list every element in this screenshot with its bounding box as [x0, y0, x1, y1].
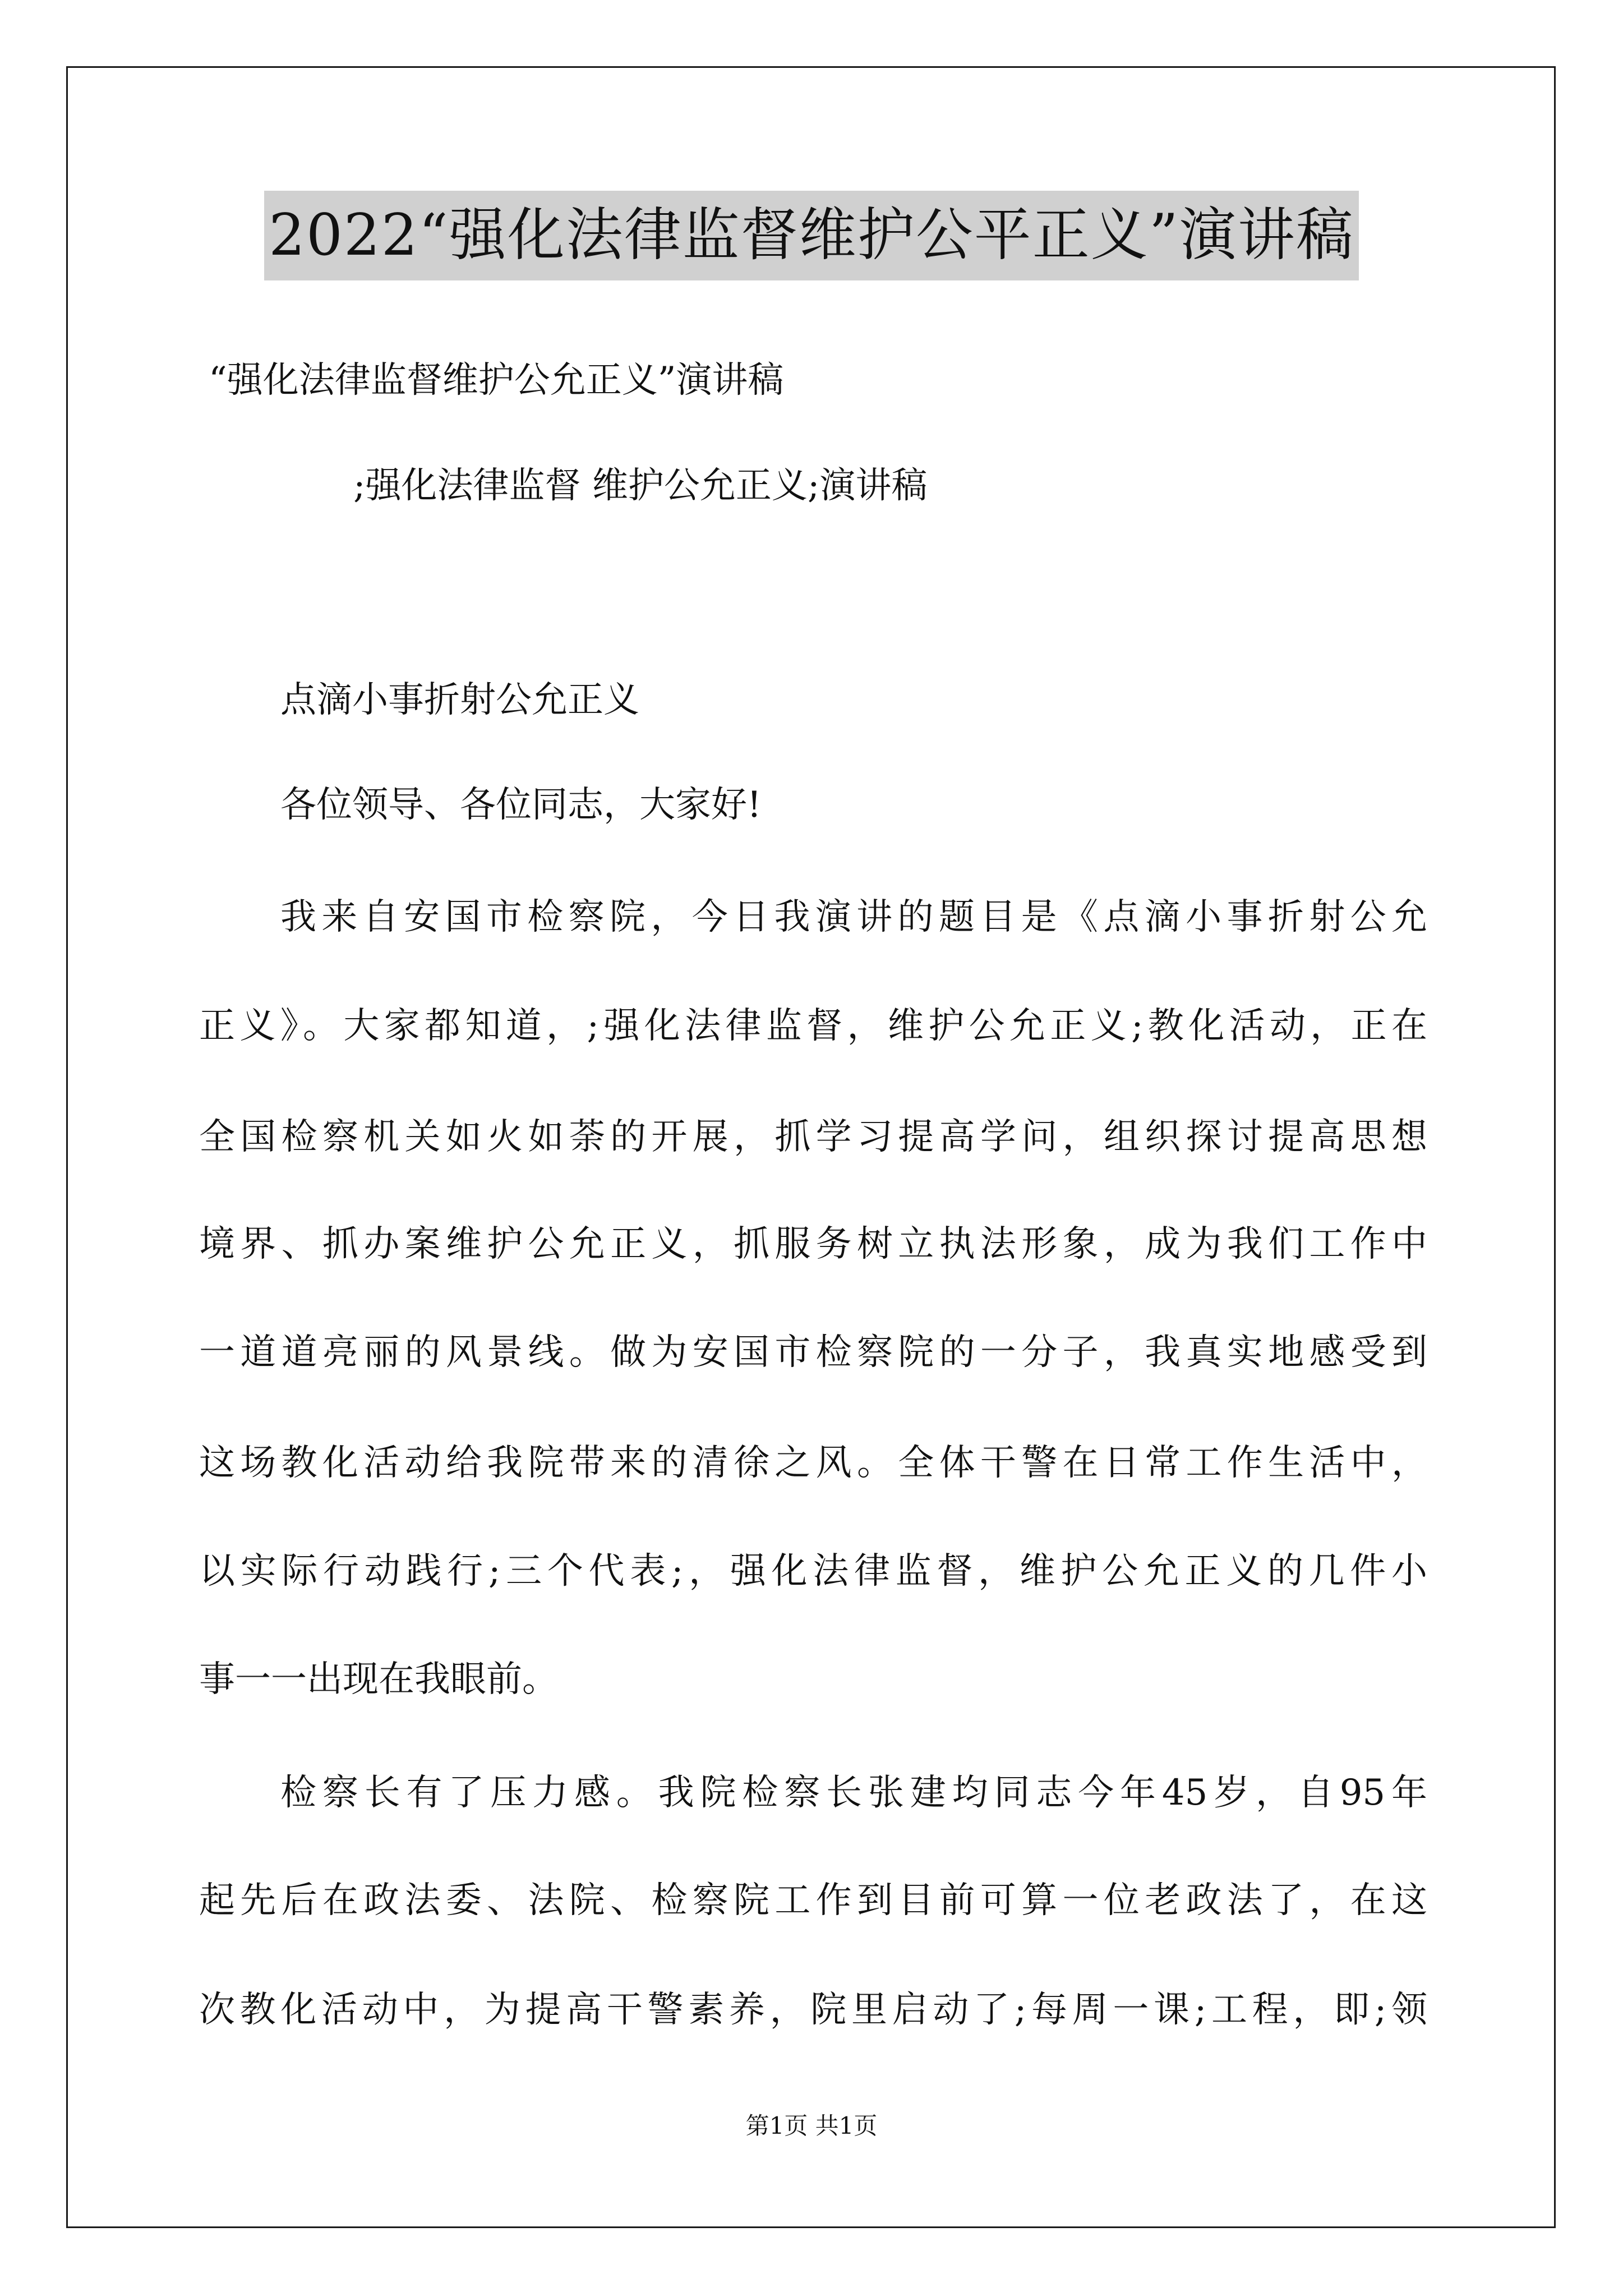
paragraph-1-line: 这场教化活动给我院带来的清徐之风。全体干警在日常工作生活中，	[199, 1442, 1427, 1484]
paragraph-1-line: 正义》。大家都知道，;强化法律监督，维护公允正义;教化活动，正在	[199, 1005, 1427, 1047]
paragraph-2-line: 起先后在政法委、法院、检察院工作到目前可算一位老政法了，在这	[199, 1880, 1427, 1921]
paragraph-1-line: 全国检察机关如火如荼的开展，抓学习提高学问，组织探讨提高思想	[199, 1116, 1427, 1158]
paragraph-1-line: 事一一出现在我眼前。	[199, 1659, 558, 1700]
paragraph-1-line: 以实际行动践行;三个代表;，强化法律监督，维护公允正义的几件小	[199, 1550, 1427, 1592]
document-title: 2022“强化法律监督维护公平正义”演讲稿	[264, 191, 1359, 280]
title-container	[0, 191, 1623, 280]
greeting: 各位领导、各位同志，大家好!	[280, 784, 762, 826]
paragraph-2-line: 次教化活动中，为提高干警素养，院里启动了;每周一课;工程，即;领	[199, 1989, 1427, 2031]
subtitle-line-1: “强化法律监督维护公允正义”演讲稿	[209, 360, 784, 401]
paragraph-1-line: 我来自安国市检察院，今日我演讲的题目是《点滴小事折射公允	[280, 896, 1427, 938]
paragraph-2-line: 检察长有了压力感。我院检察长张建均同志今年45岁，自95年	[280, 1772, 1427, 1814]
subtitle-line-2: ;强化法律监督 维护公允正义;演讲稿	[353, 465, 928, 507]
paragraph-1-line: 一道道亮丽的风景线。做为安国市检察院的一分子，我真实地感受到	[199, 1332, 1427, 1373]
speech-title: 点滴小事折射公允正义	[280, 679, 639, 721]
paragraph-1-line: 境界、抓办案维护公允正义，抓服务树立执法形象，成为我们工作中	[199, 1223, 1427, 1265]
page-footer: 第1页 共1页	[745, 2112, 878, 2139]
